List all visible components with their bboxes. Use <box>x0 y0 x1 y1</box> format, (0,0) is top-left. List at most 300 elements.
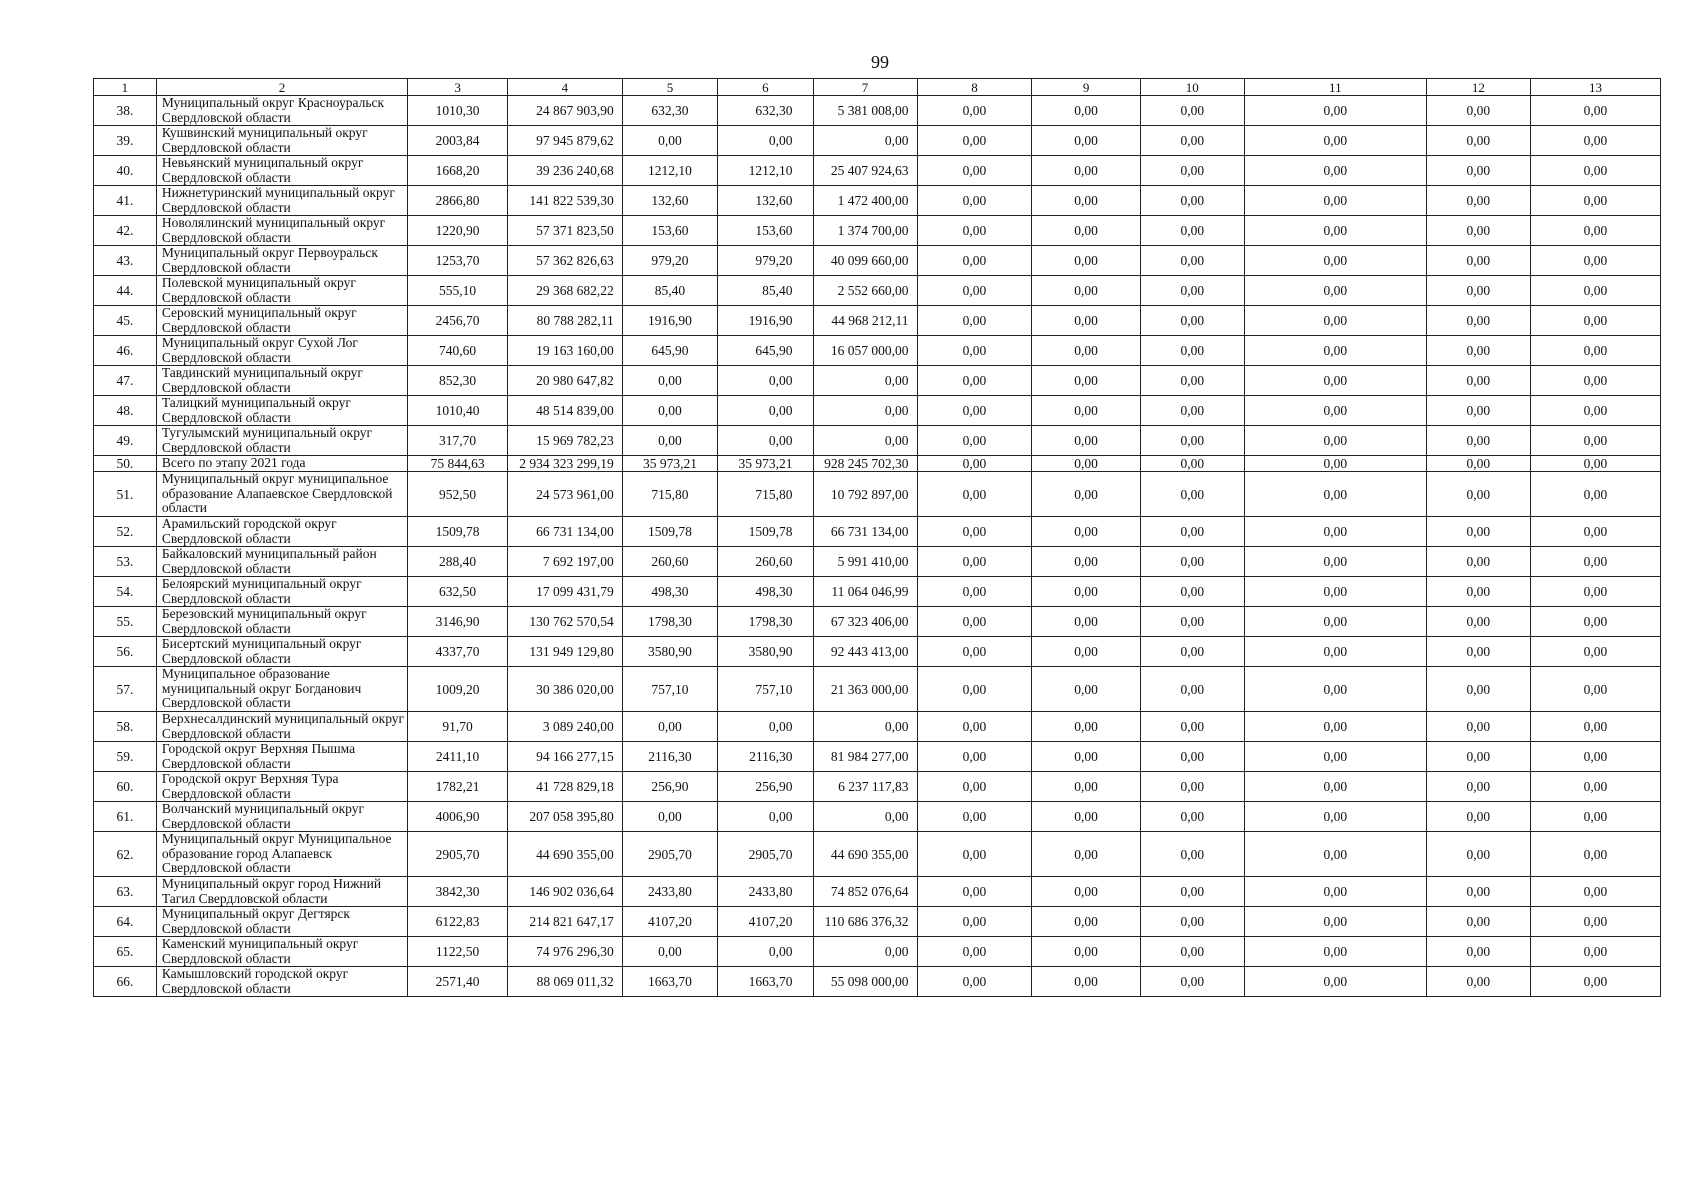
col9-value: 0,00 <box>1032 607 1140 637</box>
col4-value: 88 069 011,32 <box>507 967 622 997</box>
col6-value: 645,90 <box>718 336 813 366</box>
col6-value: 0,00 <box>718 802 813 832</box>
col5-value: 1916,90 <box>622 306 717 336</box>
col7-value: 10 792 897,00 <box>813 472 917 517</box>
col3-value: 2905,70 <box>408 832 508 877</box>
col9-value: 0,00 <box>1032 336 1140 366</box>
col5-value: 1663,70 <box>622 967 717 997</box>
col7-value: 5 381 008,00 <box>813 96 917 126</box>
col11-value: 0,00 <box>1244 517 1426 547</box>
col9-value: 0,00 <box>1032 472 1140 517</box>
page-number: 99 <box>871 52 889 72</box>
col3-value: 3146,90 <box>408 607 508 637</box>
col6-value: 153,60 <box>718 216 813 246</box>
col12-value: 0,00 <box>1426 456 1530 472</box>
col7-value: 11 064 046,99 <box>813 577 917 607</box>
col9-value: 0,00 <box>1032 306 1140 336</box>
col7-value: 92 443 413,00 <box>813 637 917 667</box>
table-row <box>94 772 1661 802</box>
col12-value: 0,00 <box>1426 547 1530 577</box>
row-number: 51. <box>94 472 157 517</box>
col5-value: 260,60 <box>622 547 717 577</box>
col7-value: 928 245 702,30 <box>813 456 917 472</box>
col6-value: 0,00 <box>718 712 813 742</box>
col8-value: 0,00 <box>917 306 1032 336</box>
col3-value: 2866,80 <box>408 186 508 216</box>
table-row <box>94 547 1661 577</box>
row-number: 65. <box>94 937 157 967</box>
col3-value: 4337,70 <box>408 637 508 667</box>
col6-value: 2116,30 <box>718 742 813 772</box>
col8-value: 0,00 <box>917 937 1032 967</box>
col4-value: 7 692 197,00 <box>507 547 622 577</box>
col11-value: 0,00 <box>1244 276 1426 306</box>
col12-value: 0,00 <box>1426 472 1530 517</box>
col8-value: 0,00 <box>917 712 1032 742</box>
col8-value: 0,00 <box>917 276 1032 306</box>
municipality-name: Полевской муниципальный округ Свердловской области <box>156 276 407 306</box>
col13-value: 0,00 <box>1530 276 1660 306</box>
col11-value: 0,00 <box>1244 937 1426 967</box>
col3-value: 952,50 <box>408 472 508 517</box>
col5-value: 153,60 <box>622 216 717 246</box>
municipality-name: Нижнетуринский муниципальный округ Свердловской области <box>156 186 407 216</box>
col10-value: 0,00 <box>1140 517 1244 547</box>
col5-value: 1509,78 <box>622 517 717 547</box>
table-row <box>94 607 1661 637</box>
col13-value: 0,00 <box>1530 96 1660 126</box>
col4-value: 29 368 682,22 <box>507 276 622 306</box>
col5-value: 715,80 <box>622 472 717 517</box>
col3-value: 1010,40 <box>408 396 508 426</box>
col3-value: 91,70 <box>408 712 508 742</box>
col4-value: 24 867 903,90 <box>507 96 622 126</box>
col10-value: 0,00 <box>1140 336 1244 366</box>
table-row <box>94 156 1661 186</box>
col10-value: 0,00 <box>1140 456 1244 472</box>
column-number-10: 10 <box>1140 79 1244 96</box>
col8-value: 0,00 <box>917 366 1032 396</box>
col6-value: 35 973,21 <box>718 456 813 472</box>
municipality-name: Муниципальный округ город Нижний Тагил Свердловской области <box>156 877 407 907</box>
col13-value: 0,00 <box>1530 186 1660 216</box>
table-row <box>94 712 1661 742</box>
table-row <box>94 517 1661 547</box>
col5-value: 0,00 <box>622 366 717 396</box>
col13-value: 0,00 <box>1530 472 1660 517</box>
col3-value: 1009,20 <box>408 667 508 712</box>
col12-value: 0,00 <box>1426 276 1530 306</box>
municipality-name: Верхнесалдинский муниципальный округ Свердловской области <box>156 712 407 742</box>
col12-value: 0,00 <box>1426 216 1530 246</box>
col11-value: 0,00 <box>1244 667 1426 712</box>
column-number-1: 1 <box>94 79 157 96</box>
table-row <box>94 396 1661 426</box>
row-number: 58. <box>94 712 157 742</box>
col4-value: 80 788 282,11 <box>507 306 622 336</box>
col11-value: 0,00 <box>1244 426 1426 456</box>
col5-value: 0,00 <box>622 712 717 742</box>
col10-value: 0,00 <box>1140 802 1244 832</box>
municipality-name: Муниципальный округ Первоуральск Свердловской области <box>156 246 407 276</box>
col5-value: 85,40 <box>622 276 717 306</box>
col6-value: 256,90 <box>718 772 813 802</box>
col12-value: 0,00 <box>1426 607 1530 637</box>
col7-value: 44 690 355,00 <box>813 832 917 877</box>
municipality-name: Талицкий муниципальный округ Свердловской области <box>156 396 407 426</box>
row-number: 48. <box>94 396 157 426</box>
column-number-3: 3 <box>408 79 508 96</box>
col11-value: 0,00 <box>1244 577 1426 607</box>
municipality-name: Муниципальный округ Дегтярск Свердловской области <box>156 907 407 937</box>
table-row <box>94 426 1661 456</box>
col13-value: 0,00 <box>1530 306 1660 336</box>
col4-value: 130 762 570,54 <box>507 607 622 637</box>
col11-value: 0,00 <box>1244 246 1426 276</box>
col3-value: 2003,84 <box>408 126 508 156</box>
col6-value: 0,00 <box>718 937 813 967</box>
col8-value: 0,00 <box>917 216 1032 246</box>
col8-value: 0,00 <box>917 607 1032 637</box>
col11-value: 0,00 <box>1244 186 1426 216</box>
municipality-name: Всего по этапу 2021 года <box>156 456 407 472</box>
col4-value: 44 690 355,00 <box>507 832 622 877</box>
col6-value: 85,40 <box>718 276 813 306</box>
col10-value: 0,00 <box>1140 276 1244 306</box>
col13-value: 0,00 <box>1530 607 1660 637</box>
col13-value: 0,00 <box>1530 907 1660 937</box>
col8-value: 0,00 <box>917 832 1032 877</box>
row-number: 45. <box>94 306 157 336</box>
col5-value: 2116,30 <box>622 742 717 772</box>
col3-value: 555,10 <box>408 276 508 306</box>
municipality-name: Серовский муниципальный округ Свердловской области <box>156 306 407 336</box>
column-number-12: 12 <box>1426 79 1530 96</box>
col13-value: 0,00 <box>1530 336 1660 366</box>
table-row <box>94 742 1661 772</box>
row-number: 61. <box>94 802 157 832</box>
col11-value: 0,00 <box>1244 306 1426 336</box>
col9-value: 0,00 <box>1032 637 1140 667</box>
column-number-5: 5 <box>622 79 717 96</box>
table-row <box>94 186 1661 216</box>
col12-value: 0,00 <box>1426 802 1530 832</box>
table-row <box>94 877 1661 907</box>
col3-value: 2411,10 <box>408 742 508 772</box>
col12-value: 0,00 <box>1426 832 1530 877</box>
col6-value: 260,60 <box>718 547 813 577</box>
col3-value: 1668,20 <box>408 156 508 186</box>
col13-value: 0,00 <box>1530 456 1660 472</box>
col9-value: 0,00 <box>1032 96 1140 126</box>
municipality-name: Бисертский муниципальный округ Свердловской области <box>156 637 407 667</box>
row-number: 56. <box>94 637 157 667</box>
col11-value: 0,00 <box>1244 637 1426 667</box>
col9-value: 0,00 <box>1032 547 1140 577</box>
col12-value: 0,00 <box>1426 742 1530 772</box>
col3-value: 75 844,63 <box>408 456 508 472</box>
col6-value: 979,20 <box>718 246 813 276</box>
col13-value: 0,00 <box>1530 937 1660 967</box>
col6-value: 0,00 <box>718 426 813 456</box>
municipality-name: Городской округ Верхняя Тура Свердловской области <box>156 772 407 802</box>
col3-value: 740,60 <box>408 336 508 366</box>
col13-value: 0,00 <box>1530 667 1660 712</box>
municipality-name: Невьянский муниципальный округ Свердловской области <box>156 156 407 186</box>
col3-value: 3842,30 <box>408 877 508 907</box>
col6-value: 715,80 <box>718 472 813 517</box>
col4-value: 66 731 134,00 <box>507 517 622 547</box>
col6-value: 1663,70 <box>718 967 813 997</box>
col7-value: 74 852 076,64 <box>813 877 917 907</box>
municipality-name: Муниципальный округ Муниципальное образование город Алапаевск Свердловской области <box>156 832 407 877</box>
municipality-name: Каменский муниципальный округ Свердловской области <box>156 937 407 967</box>
col10-value: 0,00 <box>1140 742 1244 772</box>
col11-value: 0,00 <box>1244 877 1426 907</box>
col10-value: 0,00 <box>1140 877 1244 907</box>
column-number-row <box>94 79 1661 96</box>
column-number-9: 9 <box>1032 79 1140 96</box>
col3-value: 1253,70 <box>408 246 508 276</box>
col11-value: 0,00 <box>1244 472 1426 517</box>
col13-value: 0,00 <box>1530 967 1660 997</box>
col12-value: 0,00 <box>1426 396 1530 426</box>
col13-value: 0,00 <box>1530 802 1660 832</box>
col11-value: 0,00 <box>1244 396 1426 426</box>
col10-value: 0,00 <box>1140 667 1244 712</box>
col13-value: 0,00 <box>1530 517 1660 547</box>
table-row <box>94 126 1661 156</box>
col5-value: 979,20 <box>622 246 717 276</box>
table-body <box>94 96 1661 997</box>
col9-value: 0,00 <box>1032 907 1140 937</box>
table-row <box>94 802 1661 832</box>
col9-value: 0,00 <box>1032 366 1140 396</box>
column-number-7: 7 <box>813 79 917 96</box>
row-number: 62. <box>94 832 157 877</box>
municipality-name: Муниципальный округ муниципальное образование Алапаевское Свердловской области <box>156 472 407 517</box>
col11-value: 0,00 <box>1244 96 1426 126</box>
col10-value: 0,00 <box>1140 96 1244 126</box>
column-number-4: 4 <box>507 79 622 96</box>
col6-value: 0,00 <box>718 366 813 396</box>
col7-value: 0,00 <box>813 396 917 426</box>
col12-value: 0,00 <box>1426 126 1530 156</box>
col8-value: 0,00 <box>917 967 1032 997</box>
col7-value: 1 472 400,00 <box>813 186 917 216</box>
municipality-name: Тавдинский муниципальный округ Свердловской области <box>156 366 407 396</box>
table-row <box>94 276 1661 306</box>
col7-value: 1 374 700,00 <box>813 216 917 246</box>
col12-value: 0,00 <box>1426 907 1530 937</box>
col10-value: 0,00 <box>1140 472 1244 517</box>
municipality-name: Волчанский муниципальный округ Свердловской области <box>156 802 407 832</box>
col9-value: 0,00 <box>1032 802 1140 832</box>
col4-value: 48 514 839,00 <box>507 396 622 426</box>
col10-value: 0,00 <box>1140 577 1244 607</box>
col7-value: 2 552 660,00 <box>813 276 917 306</box>
col8-value: 0,00 <box>917 742 1032 772</box>
col6-value: 1509,78 <box>718 517 813 547</box>
col9-value: 0,00 <box>1032 517 1140 547</box>
col7-value: 81 984 277,00 <box>813 742 917 772</box>
col9-value: 0,00 <box>1032 246 1140 276</box>
col12-value: 0,00 <box>1426 517 1530 547</box>
col12-value: 0,00 <box>1426 712 1530 742</box>
col4-value: 57 362 826,63 <box>507 246 622 276</box>
col4-value: 57 371 823,50 <box>507 216 622 246</box>
col10-value: 0,00 <box>1140 186 1244 216</box>
row-number: 53. <box>94 547 157 577</box>
col5-value: 2905,70 <box>622 832 717 877</box>
col6-value: 1212,10 <box>718 156 813 186</box>
col12-value: 0,00 <box>1426 426 1530 456</box>
col6-value: 1916,90 <box>718 306 813 336</box>
col13-value: 0,00 <box>1530 156 1660 186</box>
row-number: 60. <box>94 772 157 802</box>
col10-value: 0,00 <box>1140 216 1244 246</box>
col8-value: 0,00 <box>917 637 1032 667</box>
col4-value: 74 976 296,30 <box>507 937 622 967</box>
col13-value: 0,00 <box>1530 396 1660 426</box>
col8-value: 0,00 <box>917 246 1032 276</box>
col7-value: 0,00 <box>813 712 917 742</box>
col10-value: 0,00 <box>1140 547 1244 577</box>
table-row <box>94 336 1661 366</box>
col7-value: 0,00 <box>813 366 917 396</box>
col13-value: 0,00 <box>1530 712 1660 742</box>
col6-value: 3580,90 <box>718 637 813 667</box>
row-number: 38. <box>94 96 157 126</box>
col3-value: 1122,50 <box>408 937 508 967</box>
col4-value: 15 969 782,23 <box>507 426 622 456</box>
col9-value: 0,00 <box>1032 712 1140 742</box>
table-row <box>94 577 1661 607</box>
col5-value: 3580,90 <box>622 637 717 667</box>
col4-value: 207 058 395,80 <box>507 802 622 832</box>
col9-value: 0,00 <box>1032 276 1140 306</box>
col5-value: 632,30 <box>622 96 717 126</box>
col9-value: 0,00 <box>1032 216 1140 246</box>
col7-value: 55 098 000,00 <box>813 967 917 997</box>
municipality-name: Березовский муниципальный округ Свердловской области <box>156 607 407 637</box>
col12-value: 0,00 <box>1426 306 1530 336</box>
col12-value: 0,00 <box>1426 967 1530 997</box>
municipality-name: Городской округ Верхняя Пышма Свердловской области <box>156 742 407 772</box>
table-row <box>94 472 1661 517</box>
col8-value: 0,00 <box>917 186 1032 216</box>
col8-value: 0,00 <box>917 877 1032 907</box>
col10-value: 0,00 <box>1140 937 1244 967</box>
col11-value: 0,00 <box>1244 336 1426 366</box>
col8-value: 0,00 <box>917 772 1032 802</box>
col12-value: 0,00 <box>1426 246 1530 276</box>
col6-value: 0,00 <box>718 126 813 156</box>
municipality-name: Байкаловский муниципальный район Свердловской области <box>156 547 407 577</box>
col13-value: 0,00 <box>1530 877 1660 907</box>
col9-value: 0,00 <box>1032 396 1140 426</box>
col12-value: 0,00 <box>1426 577 1530 607</box>
municipality-name: Тугулымский муниципальный округ Свердловской области <box>156 426 407 456</box>
row-number: 63. <box>94 877 157 907</box>
col10-value: 0,00 <box>1140 907 1244 937</box>
col13-value: 0,00 <box>1530 547 1660 577</box>
municipality-name: Муниципальный округ Красноуральск Свердловской области <box>156 96 407 126</box>
col3-value: 6122,83 <box>408 907 508 937</box>
col12-value: 0,00 <box>1426 186 1530 216</box>
row-number: 47. <box>94 366 157 396</box>
col11-value: 0,00 <box>1244 907 1426 937</box>
col8-value: 0,00 <box>917 156 1032 186</box>
table-row <box>94 937 1661 967</box>
col6-value: 757,10 <box>718 667 813 712</box>
col10-value: 0,00 <box>1140 306 1244 336</box>
col11-value: 0,00 <box>1244 366 1426 396</box>
col8-value: 0,00 <box>917 802 1032 832</box>
col9-value: 0,00 <box>1032 156 1140 186</box>
col13-value: 0,00 <box>1530 126 1660 156</box>
row-number: 54. <box>94 577 157 607</box>
col4-value: 19 163 160,00 <box>507 336 622 366</box>
col4-value: 41 728 829,18 <box>507 772 622 802</box>
row-number: 39. <box>94 126 157 156</box>
col7-value: 0,00 <box>813 802 917 832</box>
col9-value: 0,00 <box>1032 426 1140 456</box>
col11-value: 0,00 <box>1244 802 1426 832</box>
col6-value: 132,60 <box>718 186 813 216</box>
col3-value: 2456,70 <box>408 306 508 336</box>
col10-value: 0,00 <box>1140 246 1244 276</box>
row-number: 40. <box>94 156 157 186</box>
col13-value: 0,00 <box>1530 772 1660 802</box>
col9-value: 0,00 <box>1032 742 1140 772</box>
column-number-2: 2 <box>156 79 407 96</box>
col10-value: 0,00 <box>1140 832 1244 877</box>
col12-value: 0,00 <box>1426 937 1530 967</box>
row-number: 41. <box>94 186 157 216</box>
col12-value: 0,00 <box>1426 637 1530 667</box>
col13-value: 0,00 <box>1530 577 1660 607</box>
col4-value: 131 949 129,80 <box>507 637 622 667</box>
col7-value: 110 686 376,32 <box>813 907 917 937</box>
col6-value: 2433,80 <box>718 877 813 907</box>
col10-value: 0,00 <box>1140 156 1244 186</box>
table-row <box>94 366 1661 396</box>
col3-value: 1782,21 <box>408 772 508 802</box>
row-number: 43. <box>94 246 157 276</box>
col9-value: 0,00 <box>1032 967 1140 997</box>
municipality-name: Белоярский муниципальный округ Свердловской области <box>156 577 407 607</box>
col3-value: 4006,90 <box>408 802 508 832</box>
col12-value: 0,00 <box>1426 156 1530 186</box>
col13-value: 0,00 <box>1530 742 1660 772</box>
col5-value: 0,00 <box>622 802 717 832</box>
col9-value: 0,00 <box>1032 667 1140 712</box>
col5-value: 0,00 <box>622 426 717 456</box>
col4-value: 17 099 431,79 <box>507 577 622 607</box>
col8-value: 0,00 <box>917 456 1032 472</box>
col3-value: 1220,90 <box>408 216 508 246</box>
col8-value: 0,00 <box>917 472 1032 517</box>
table-row <box>94 456 1661 472</box>
col7-value: 0,00 <box>813 126 917 156</box>
table-row <box>94 306 1661 336</box>
col9-value: 0,00 <box>1032 877 1140 907</box>
col4-value: 20 980 647,82 <box>507 366 622 396</box>
col4-value: 24 573 961,00 <box>507 472 622 517</box>
col5-value: 132,60 <box>622 186 717 216</box>
col8-value: 0,00 <box>917 907 1032 937</box>
